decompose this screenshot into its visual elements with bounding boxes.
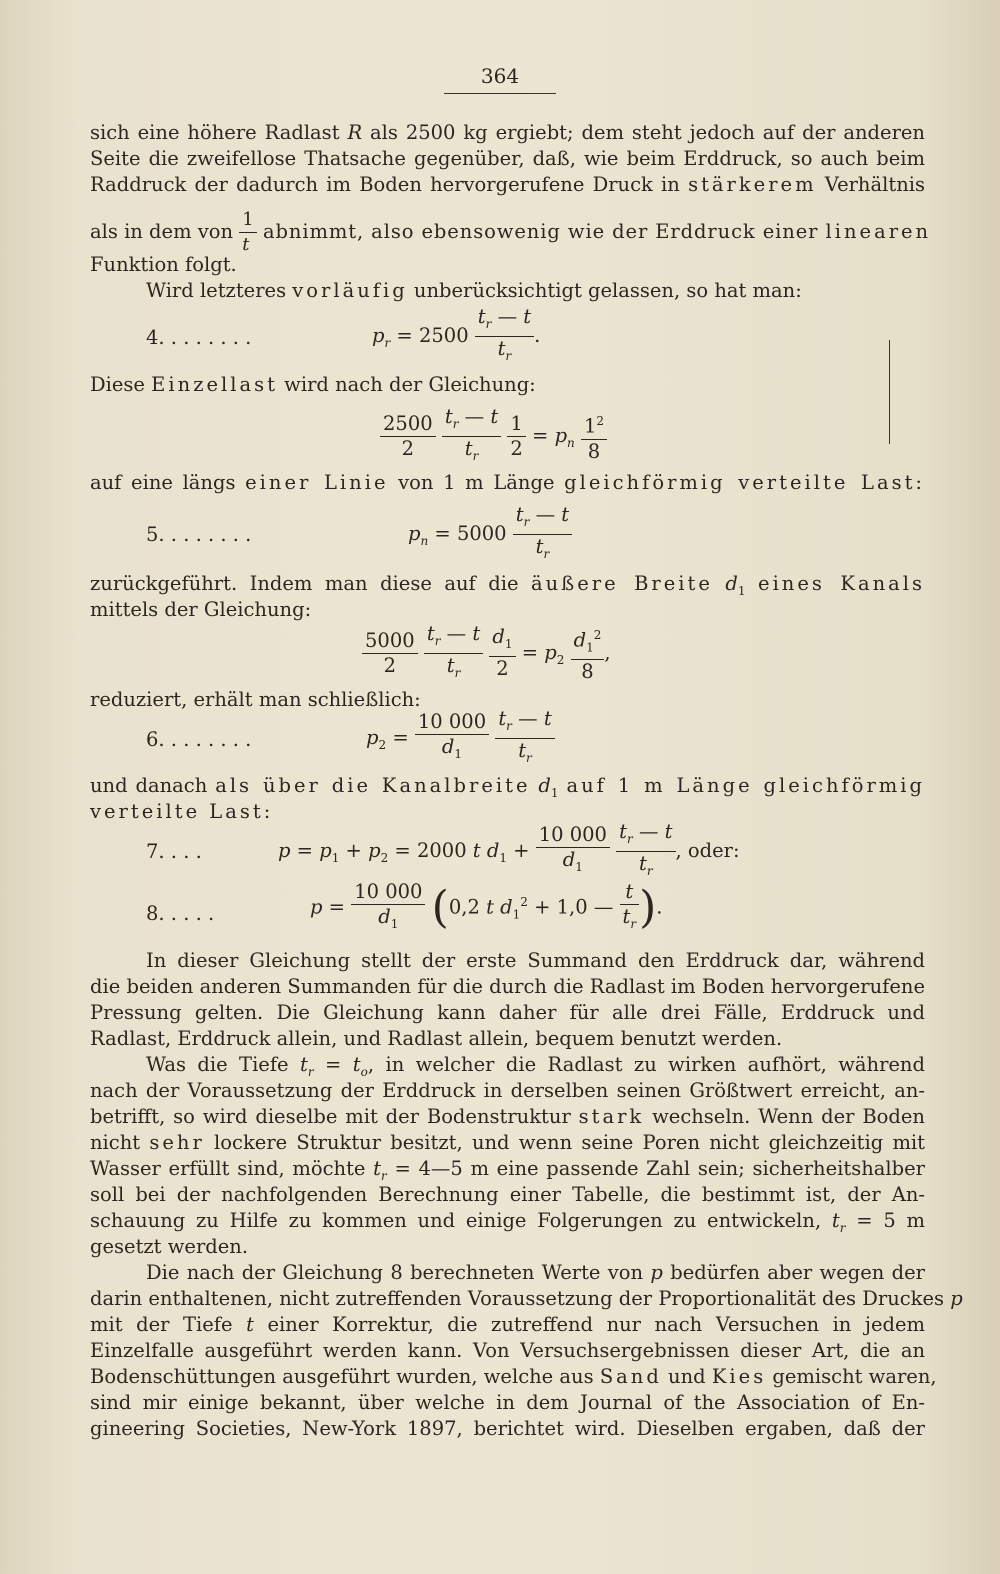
text-line: darin enthaltenen, nicht zutreffenden Voraussetzung der Proportionalität des Druckes p bbox=[90, 1287, 963, 1310]
equation-number-6: 6. . . . . . . . bbox=[146, 728, 252, 751]
fraction-one-over-t: $\frac{1}{t}$ bbox=[239, 208, 256, 257]
equation-number-4: 4. . . . . . . . bbox=[146, 326, 252, 349]
text-line: verteilte Last: bbox=[90, 800, 274, 823]
text-fragment: als in dem von bbox=[90, 220, 234, 243]
text-line: soll bei der nachfolgenden Berechnung einer Tabelle, die bestimmt ist, der An- bbox=[90, 1183, 925, 1206]
text-line: Wird letzteres vorläufig unberücksichtigt gelassen, so hat man: bbox=[146, 279, 802, 302]
equation-5: $p_n = 5000$ $\frac{t_r — t}{t_r}$ bbox=[408, 503, 572, 566]
text-line: nach der Voraussetzung der Erddruck in derselben seinen Größtwert erreicht, an- bbox=[90, 1079, 925, 1102]
text-line: gineering Societies, New-York 1897, berichtet wird. Dieselben ergaben, daß der bbox=[90, 1417, 925, 1440]
text-line: die beiden anderen Summanden für die durch die Radlast im Boden hervorgerufene bbox=[90, 975, 925, 998]
text-line: Die nach der Gleichung 8 berechneten Werte von p bedürfen aber wegen der bbox=[146, 1261, 925, 1284]
text-line: mittels der Gleichung: bbox=[90, 598, 312, 621]
text-line: Was die Tiefe $t_r = t_o$, in welcher die Radlast zu wirken aufhört, während bbox=[146, 1053, 925, 1079]
page-number-rule bbox=[444, 93, 556, 94]
text-line: auf eine längs einer Linie von 1 m Länge gleichförmig verteilte Last: bbox=[90, 471, 925, 494]
text-line: gesetzt werden. bbox=[90, 1235, 249, 1258]
equation-6: $p_2$ = $\frac{10 000}{d_1}$ $\frac{t_r — t}{t_r}$ bbox=[366, 707, 555, 770]
equation-load-distribution: $\frac{2500}{2}$ $\frac{t_r — t}{t_r}$ $\frac{1}{2}$ = $p_n$ $\frac{1^2}{8}$ bbox=[380, 405, 607, 468]
text-line: In dieser Gleichung stellt der erste Summand den Erddruck dar, während bbox=[146, 949, 925, 972]
text-line: und danach als über die Kanalbreite $d_1$ auf 1 m Länge gleichförmig bbox=[90, 774, 925, 800]
equation-number-5: 5. . . . . . . . bbox=[146, 523, 252, 546]
text-line: schauung zu Hilfe zu kommen und einige Folgerungen zu entwickeln, $t_r = 5$ m bbox=[90, 1209, 925, 1235]
text-line: betrifft, so wird dieselbe mit der Bodenstruktur stark wechseln. Wenn der Boden bbox=[90, 1105, 925, 1128]
text-line: mit der Tiefe t einer Korrektur, die zutreffend nur nach Versuchen in jedem bbox=[90, 1313, 926, 1336]
text-line: Radlast, Erddruck allein, und Radlast allein, bequem benutzt werden. bbox=[90, 1027, 783, 1050]
text-line: sich eine höhere Radlast R als 2500 kg ergiebt; dem steht jedoch auf der anderen bbox=[90, 121, 925, 144]
text-line: Funktion folgt. bbox=[90, 253, 237, 276]
equation-4: $p_r = 2500$ $\frac{t_r — t}{t_r}$ . bbox=[372, 305, 541, 363]
text-line: nicht sehr lockere Struktur besitzt, und wenn seine Poren nicht gleichzeitig mit bbox=[90, 1131, 926, 1154]
equation-7: $p = p_1 + p_2 = 2000$ t $d_1$ + $\frac{10 000}{d_1}$ $\frac{t_r — t}{t_r}$ , oder: bbox=[278, 820, 740, 878]
page-number: 364 bbox=[480, 64, 520, 88]
equation-8: p = $\frac{10 000}{d_1}$ (0,2 t $d_1^2 + 1,0$ — $\frac{t}{t_r}$ ). bbox=[310, 880, 663, 933]
text-line: Wasser erfüllt sind, möchte $t_r$ = 4—5 m eine passende Zahl sein; sicherheitshalber bbox=[90, 1157, 925, 1183]
text-line: Diese Einzellast wird nach der Gleichung: bbox=[90, 373, 536, 396]
equation-number-8: 8. . . . . bbox=[146, 902, 215, 925]
text-line: zurückgeführt. Indem man diese auf die äußere Breite $d_1$ eines Kanals bbox=[90, 572, 926, 598]
text-line-fraction: als in dem von $\frac{1}{t}$ abnimmt, also ebensowenig wie der Erddruck einer linearen bbox=[90, 209, 932, 255]
text-line: sind mir einige bekannt, über welche in dem Journal of the Association of En- bbox=[90, 1391, 925, 1414]
text-line: Pressung gelten. Die Gleichung kann daher für alle drei Fälle, Erddruck und bbox=[90, 1001, 925, 1024]
equation-width-reduction: $\frac{5000}{2}$ $\frac{t_r — t}{t_r}$ $\frac{d_1}{2}$ = $p_2$ $\frac{d_1^2}{8}$ , bbox=[362, 622, 611, 685]
text-line: reduziert, erhält man schließlich: bbox=[90, 688, 421, 711]
oder-text: , oder: bbox=[675, 838, 740, 862]
text-line: Raddruck der dadurch im Boden hervorgerufene Druck in stärkerem Verhältnis bbox=[90, 173, 925, 196]
equation-number-7: 7. . . . bbox=[146, 840, 202, 863]
text-line: Seite die zweifellose Thatsache gegenüber, daß, wie beim Erddruck, so auch beim bbox=[90, 147, 925, 170]
text-line: Bodenschüttungen ausgeführt wurden, welche aus Sand und Kies gemischt waren, bbox=[90, 1365, 937, 1388]
text-line: Einzelfalle ausgeführt werden kann. Von Versuchsergebnissen dieser Art, die an bbox=[90, 1339, 925, 1362]
